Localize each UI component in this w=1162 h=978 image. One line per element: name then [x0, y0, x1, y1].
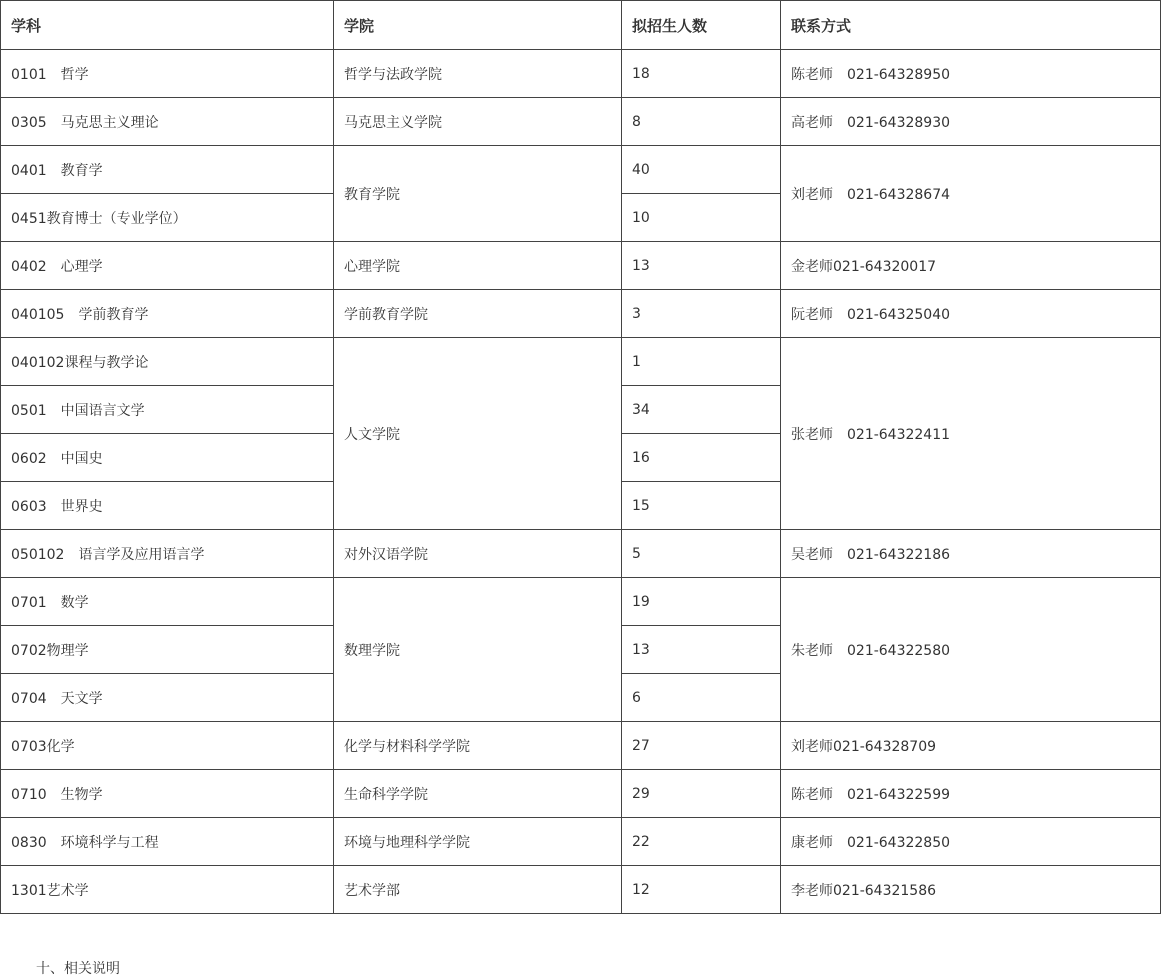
table-row — [1, 818, 1161, 866]
cell-subject: 0602 中国史 — [1, 434, 334, 482]
table-header-row — [1, 1, 1161, 50]
cell-quota: 40 — [622, 146, 781, 194]
cell-subject: 0603 世界史 — [1, 482, 334, 530]
cell-college-merged: 数理学院 — [334, 578, 622, 722]
cell-quota: 13 — [622, 242, 781, 290]
table-row — [1, 98, 1161, 146]
related-notes-heading: 十、相关说明 — [36, 961, 120, 977]
table-row — [1, 338, 1161, 386]
cell-college: 艺术学部 — [334, 866, 622, 914]
cell-quota: 13 — [622, 626, 781, 674]
cell-quota: 29 — [622, 770, 781, 818]
cell-subject: 1301艺术学 — [1, 866, 334, 914]
cell-quota: 18 — [622, 50, 781, 98]
table-row — [1, 770, 1161, 818]
cell-quota: 1 — [622, 338, 781, 386]
cell-quota: 34 — [622, 386, 781, 434]
cell-college: 化学与材料科学学院 — [334, 722, 622, 770]
cell-subject: 0451教育博士（专业学位） — [1, 194, 334, 242]
cell-contact-merged: 刘老师 021-64328674 — [781, 146, 1161, 242]
cell-subject: 0702物理学 — [1, 626, 334, 674]
table-row — [1, 866, 1161, 914]
cell-contact: 康老师 021-64322850 — [781, 818, 1161, 866]
cell-contact: 李老师021-64321586 — [781, 866, 1161, 914]
cell-quota: 16 — [622, 434, 781, 482]
header-contact: 联系方式 — [781, 1, 1161, 50]
cell-college-merged: 人文学院 — [334, 338, 622, 530]
cell-subject: 0401 教育学 — [1, 146, 334, 194]
cell-contact: 陈老师 021-64328950 — [781, 50, 1161, 98]
header-college: 学院 — [334, 1, 622, 50]
table-row — [1, 50, 1161, 98]
table-row — [1, 530, 1161, 578]
table-row — [1, 146, 1161, 194]
cell-contact: 高老师 021-64328930 — [781, 98, 1161, 146]
cell-quota: 10 — [622, 194, 781, 242]
cell-college: 学前教育学院 — [334, 290, 622, 338]
cell-quota: 22 — [622, 818, 781, 866]
cell-subject: 0402 心理学 — [1, 242, 334, 290]
cell-quota: 12 — [622, 866, 781, 914]
header-subject: 学科 — [1, 1, 334, 50]
cell-quota: 19 — [622, 578, 781, 626]
table-row — [1, 578, 1161, 626]
cell-subject: 0710 生物学 — [1, 770, 334, 818]
cell-subject: 0305 马克思主义理论 — [1, 98, 334, 146]
cell-contact: 陈老师 021-64322599 — [781, 770, 1161, 818]
cell-subject: 0703化学 — [1, 722, 334, 770]
cell-contact: 吴老师 021-64322186 — [781, 530, 1161, 578]
cell-college: 生命科学学院 — [334, 770, 622, 818]
cell-college: 环境与地理科学学院 — [334, 818, 622, 866]
cell-quota: 27 — [622, 722, 781, 770]
cell-quota: 3 — [622, 290, 781, 338]
cell-quota: 8 — [622, 98, 781, 146]
cell-contact: 刘老师021-64328709 — [781, 722, 1161, 770]
cell-quota: 15 — [622, 482, 781, 530]
cell-subject: 0101 哲学 — [1, 50, 334, 98]
cell-college: 马克思主义学院 — [334, 98, 622, 146]
cell-quota: 5 — [622, 530, 781, 578]
cell-subject: 0501 中国语言文学 — [1, 386, 334, 434]
table-row — [1, 722, 1161, 770]
cell-college: 哲学与法政学院 — [334, 50, 622, 98]
cell-college: 对外汉语学院 — [334, 530, 622, 578]
cell-contact: 阮老师 021-64325040 — [781, 290, 1161, 338]
cell-subject: 0701 数学 — [1, 578, 334, 626]
cell-quota: 6 — [622, 674, 781, 722]
cell-contact-merged: 朱老师 021-64322580 — [781, 578, 1161, 722]
cell-subject: 040102课程与教学论 — [1, 338, 334, 386]
cell-contact-merged: 张老师 021-64322411 — [781, 338, 1161, 530]
cell-college-merged: 教育学院 — [334, 146, 622, 242]
cell-subject: 0704 天文学 — [1, 674, 334, 722]
cell-subject: 0830 环境科学与工程 — [1, 818, 334, 866]
cell-contact: 金老师021-64320017 — [781, 242, 1161, 290]
table-row — [1, 290, 1161, 338]
cell-college: 心理学院 — [334, 242, 622, 290]
table-row — [1, 242, 1161, 290]
cell-subject: 040105 学前教育学 — [1, 290, 334, 338]
header-quota: 拟招生人数 — [622, 1, 781, 50]
cell-subject: 050102 语言学及应用语言学 — [1, 530, 334, 578]
